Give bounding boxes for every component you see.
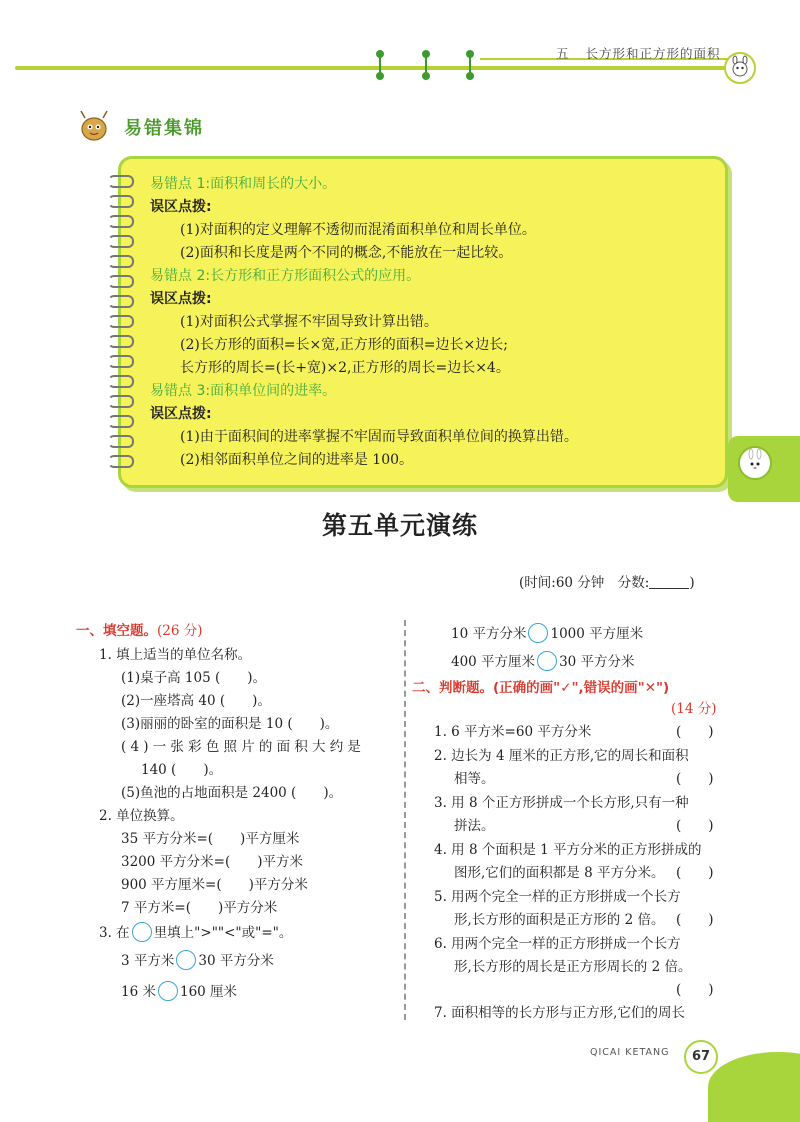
error-point-1-line-1: (1)对面积的定义理解不透彻而混淆面积单位和周长单位。 <box>180 222 536 238</box>
mascot-icon <box>724 52 756 84</box>
judge-5a: 5. 用两个完全一样的正方形拼成一个长方 <box>434 889 681 905</box>
section-2-score: (14 分) <box>671 701 717 717</box>
question-1-1: (1)桌子高 105 ( )。 <box>121 670 267 686</box>
question-3-1 <box>121 949 274 970</box>
binder-peg-icon <box>376 50 384 80</box>
error-point-3-heading: 易错点 3:面积单位间的进率。 <box>150 383 337 399</box>
judge-3-paren[interactable]: ( ) <box>676 818 714 834</box>
judge-4b: 图形,它们的面积都是 8 平方分米。 <box>454 865 665 881</box>
spiral-binding <box>108 175 134 475</box>
compare-left: 400 平方厘米 <box>451 654 536 670</box>
question-3-prefix: 3. 在 <box>99 925 130 941</box>
side-tab <box>728 436 800 502</box>
judge-5-paren[interactable]: ( ) <box>676 912 714 928</box>
compare-circle-input[interactable] <box>537 651 557 671</box>
error-point-2-line-1: (1)对面积公式掌握不牢固导致计算出错。 <box>180 314 438 330</box>
compare-row-4 <box>451 650 635 671</box>
question-2: 2. 单位换算。 <box>99 808 184 824</box>
compare-left: 10 平方分米 <box>451 626 527 642</box>
chapter-title: 长方形和正方形的面积 <box>585 46 721 61</box>
mascot-potato-icon <box>76 108 112 144</box>
judge-2-paren[interactable]: ( ) <box>676 771 714 787</box>
score-blank <box>649 574 689 589</box>
judge-4-paren[interactable]: ( ) <box>676 865 714 881</box>
judge-5b: 形,长方形的面积是正方形的 2 倍。 <box>454 912 665 928</box>
judge-7: 7. 面积相等的长方形与正方形,它们的周长 <box>434 1005 685 1021</box>
binder-peg-icon <box>422 50 430 80</box>
compare-circle-input[interactable] <box>528 623 548 643</box>
judge-3b: 拼法。 <box>454 818 495 834</box>
error-point-3-line-2: (2)相邻面积单位之间的进率是 100。 <box>180 452 414 468</box>
section-1-heading <box>76 619 203 639</box>
section-1-score: (26 分) <box>157 623 203 639</box>
page-number: 67 <box>684 1040 718 1074</box>
bunny-icon <box>738 446 772 480</box>
question-1-2: (2)一座塔高 40 ( )。 <box>121 693 271 709</box>
error-point-2-sub: 误区点拨: <box>150 291 212 307</box>
error-point-3-sub: 误区点拨: <box>150 406 212 422</box>
compare-right: 160 厘米 <box>179 984 238 1000</box>
error-point-1-heading: 易错点 1:面积和周长的大小。 <box>150 176 337 192</box>
chapter-number: 五 <box>556 46 570 61</box>
binder-peg-icon <box>466 50 474 80</box>
time-score-line <box>519 571 695 591</box>
error-point-2-heading: 易错点 2:长方形和正方形面积公式的应用。 <box>150 268 421 284</box>
column-divider <box>404 620 406 1020</box>
error-point-1-sub: 误区点拨: <box>150 199 212 215</box>
compare-left: 16 米 <box>121 984 156 1000</box>
error-point-1-line-2: (2)面积和长度是两个不同的概念,不能放在一起比较。 <box>180 245 513 261</box>
compare-left: 3 平方米 <box>121 953 175 969</box>
question-1-4b: 140 ( )。 <box>141 762 223 778</box>
error-point-2-line-2: (2)长方形的面积=长×宽,正方形的面积=边长×边长; <box>180 337 508 353</box>
judge-1: 1. 6 平方米=60 平方分米 <box>434 724 592 740</box>
judge-2b: 相等。 <box>454 771 495 787</box>
question-2-1: 35 平方分米=( )平方厘米 <box>121 831 300 847</box>
judge-6-paren[interactable]: ( ) <box>676 982 714 998</box>
compare-circle-input[interactable] <box>158 981 178 1001</box>
judge-3a: 3. 用 8 个正方形拼成一个长方形,只有一种 <box>434 795 689 811</box>
judge-2a: 2. 边长为 4 厘米的正方形,它的周长和面积 <box>434 748 689 764</box>
time-score-label: (时间:60 分钟 分数: <box>519 575 650 591</box>
question-3-suffix: 里填上">""<"或"="。 <box>153 925 293 941</box>
compare-right: 30 平方分米 <box>198 953 274 969</box>
judge-4a: 4. 用 8 个面积是 1 平方分米的正方形拼成的 <box>434 842 702 858</box>
footer-brand: QICAI KETANG <box>590 1047 670 1058</box>
compare-right: 1000 平方厘米 <box>550 626 644 642</box>
judge-1-paren[interactable]: ( ) <box>676 724 714 740</box>
question-2-4: 7 平方米=( )平方分米 <box>121 900 278 916</box>
compare-row-3 <box>451 622 643 643</box>
chapter-label <box>556 44 721 62</box>
question-3-2 <box>121 980 237 1001</box>
judge-6a: 6. 用两个完全一样的正方形拼成一个长方 <box>434 936 681 952</box>
question-1-3: (3)丽丽的卧室的面积是 10 ( )。 <box>121 716 339 732</box>
question-2-2: 3200 平方分米=( )平方米 <box>121 854 303 870</box>
question-2-3: 900 平方厘米=( )平方分米 <box>121 877 308 893</box>
question-1: 1. 填上适当的单位名称。 <box>99 647 252 663</box>
error-point-2-line-3: 长方形的周长=(长+宽)×2,正方形的周长=边长×4。 <box>180 360 510 376</box>
compare-circle-icon <box>132 922 152 942</box>
error-point-3-line-1: (1)由于面积间的进率掌握不牢固而导致面积单位间的换算出错。 <box>180 429 578 445</box>
section-1-title: 一、填空题。 <box>76 623 157 639</box>
compare-circle-input[interactable] <box>176 950 196 970</box>
judge-6b: 形,长方形的周长是正方形周长的 2 倍。 <box>454 959 692 975</box>
time-score-close: ) <box>689 575 695 591</box>
section-title: 易错集锦 <box>124 118 204 139</box>
compare-right: 30 平方分米 <box>559 654 635 670</box>
section-2-heading: 二、判断题。(正确的画"✓",错误的画"✕") <box>412 680 670 696</box>
question-1-5: (5)鱼池的占地面积是 2400 ( )。 <box>121 785 343 801</box>
question-3 <box>99 921 292 942</box>
page-title: 第五单元演练 <box>321 511 478 540</box>
question-1-4a: (4)一张彩色照片的面积大约是 <box>121 739 366 755</box>
header-rule <box>15 66 755 70</box>
footer-decoration <box>708 1052 800 1122</box>
